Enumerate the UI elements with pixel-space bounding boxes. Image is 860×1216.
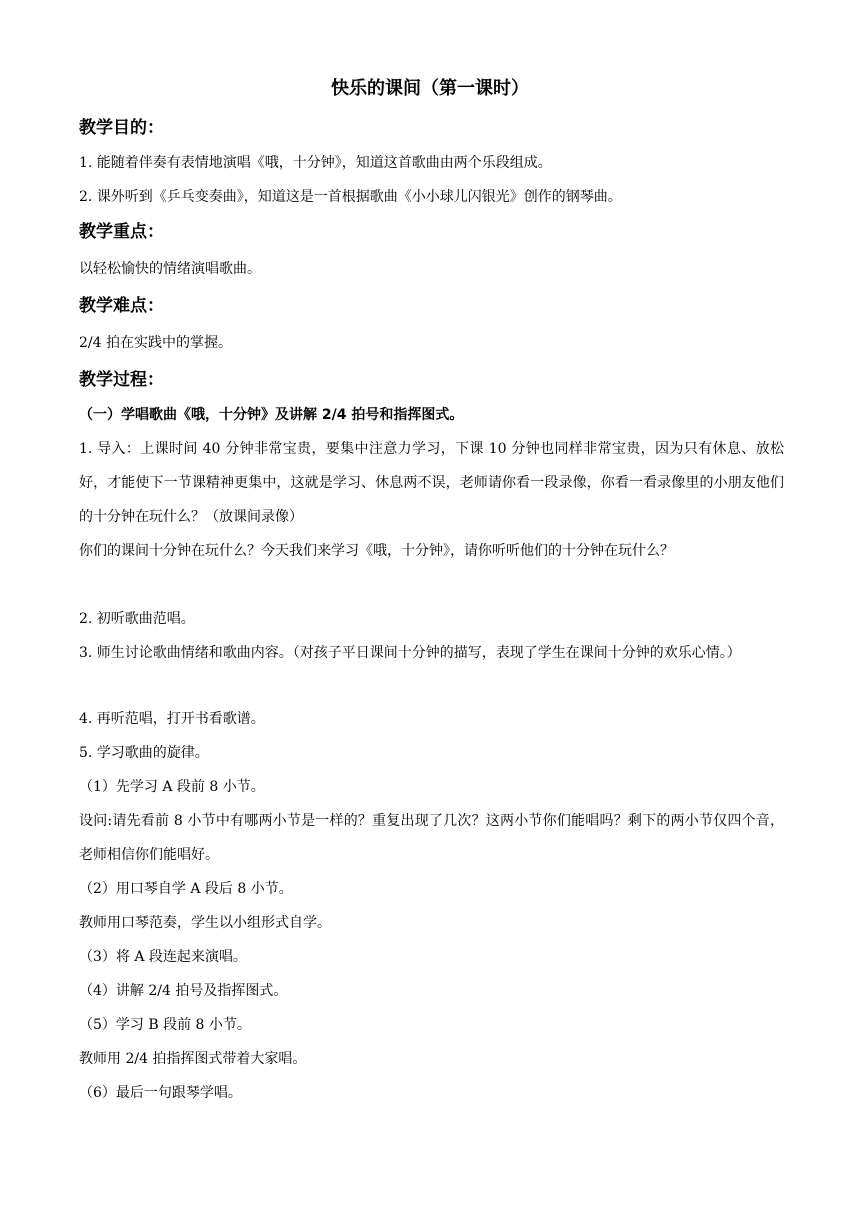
process-paragraph-sub6: （6）最后一句跟琴学唱。 <box>79 1085 242 1101</box>
process-paragraph-sub3: （3）将 A 段连起来演唱。 <box>79 949 247 965</box>
difficulty-heading: 教学难点： <box>79 296 164 316</box>
process-paragraph-sub5: （5）学习 B 段前 8 小节。 <box>79 1017 251 1033</box>
objective-item-1: 1. 能随着伴奏有表情地演唱《哦，十分钟》，知道这首歌曲由两个乐段组成。 <box>79 155 552 171</box>
process-paragraph-intro: 1. 导入：上课时间 40 分钟非常宝贵，要集中注意力学习，下课 10 分钟也同样非常宝贵，因为只有休息、放松好，才能使下一节课精神更集中，这就是学习、休息两不误，老师请你看一段录像，你看一看录像里的小朋友他们的十分钟在玩什么？（放课间录像） <box>79 441 784 525</box>
key-point-heading: 教学重点： <box>79 222 164 242</box>
document-title: 快乐的课间（第一课时） <box>331 78 529 99</box>
process-paragraph-step5: 5. 学习歌曲的旋律。 <box>79 745 209 761</box>
process-paragraph-teacher1: 教师用口琴范奏，学生以小组形式自学。 <box>79 915 331 931</box>
process-paragraph-sub2: （2）用口琴自学 A 段后 8 小节。 <box>79 881 293 897</box>
key-point-text: 以轻松愉快的情绪演唱歌曲。 <box>79 261 261 277</box>
process-paragraph-step3: 3. 师生讨论歌曲情绪和歌曲内容。（对孩子平日课间十分钟的描写，表现了学生在课间十分钟的欢乐心情。） <box>79 645 741 661</box>
process-paragraph-question: 你们的课间十分钟在玩什么？今天我们来学习《哦，十分钟》，请你听听他们的十分钟在玩什么？ <box>79 543 674 559</box>
difficulty-text: 2/4 拍在实践中的掌握。 <box>79 335 232 351</box>
objectives-heading: 教学目的： <box>79 118 164 138</box>
objective-item-2: 2. 课外听到《乒乓变奏曲》，知道这是一首根据歌曲《小小球儿闪银光》创作的钢琴曲。 <box>79 189 622 205</box>
process-paragraph-question2: 设问:请先看前 8 小节中有哪两小节是一样的？重复出现了几次？这两小节你们能唱吗？剩下的两小节仅四个音，老师相信你们能唱好。 <box>79 813 784 863</box>
process-subheading: （一）学唱歌曲《哦，十分钟》及讲解 2/4 拍号和指挥图式。 <box>79 407 464 423</box>
process-paragraph-sub1: （1）先学习 A 段前 8 小节。 <box>79 779 265 795</box>
process-heading: 教学过程： <box>79 370 164 390</box>
process-paragraph-teacher2: 教师用 2/4 拍指挥图式带着大家唱。 <box>79 1051 307 1067</box>
process-paragraph-step4: 4. 再听范唱，打开书看歌谱。 <box>79 711 265 727</box>
process-paragraph-sub4: （4）讲解 2/4 拍号及指挥图式。 <box>79 983 288 999</box>
process-paragraph-step2: 2. 初听歌曲范唱。 <box>79 611 195 627</box>
